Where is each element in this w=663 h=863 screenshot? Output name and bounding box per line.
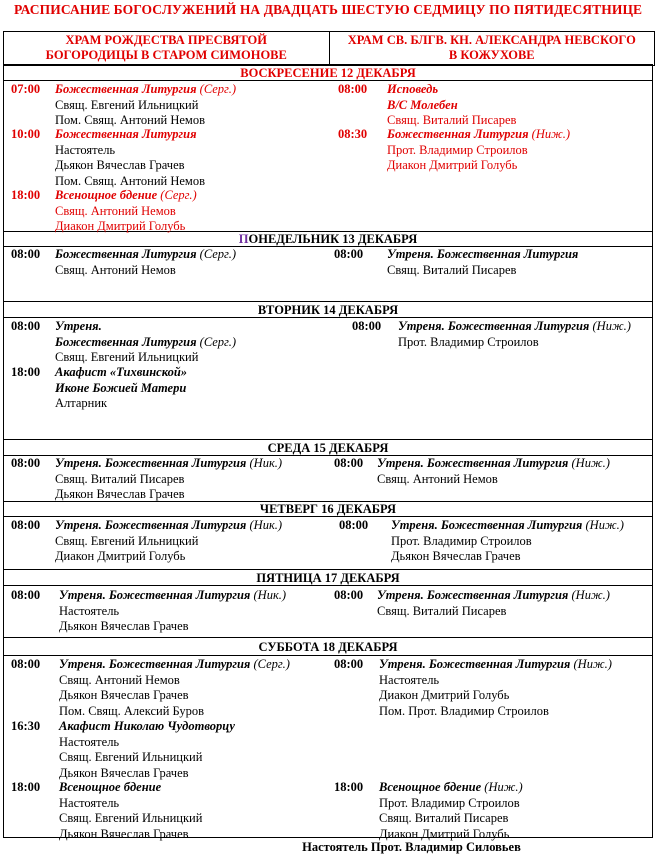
day-title-saturday: СУББОТА 18 ДЕКАБРЯ: [258, 640, 398, 654]
service-name: Исповедь: [387, 82, 439, 96]
person: Настоятель: [379, 672, 440, 687]
day-title-sunday: ВОСКРЕСЕНИЕ 12 ДЕКАБРЯ: [240, 66, 416, 80]
time: 08:00: [11, 518, 41, 532]
person: Настоятель: [55, 142, 116, 157]
time: 16:30: [11, 719, 41, 733]
service-entry: [379, 780, 523, 842]
time: 18:00: [334, 780, 364, 794]
service-entry: [59, 588, 286, 635]
service-note: (Ниж.): [484, 780, 523, 794]
service-name: Утреня. Божественная Литургия: [55, 518, 247, 532]
day-sunday: [3, 64, 653, 232]
person: Прот. Владимир Строилов: [379, 795, 520, 810]
person: Диакон Дмитрий Голубь: [55, 549, 186, 563]
service-name: Акафист Николаю Чудотворцу: [59, 719, 235, 733]
service-name: Утреня. Божественная Литургия: [398, 319, 590, 333]
service-name: Божественная Литургия: [387, 127, 529, 141]
person: Свящ. Евгений Ильницкий: [59, 750, 203, 764]
time: 07:00: [11, 82, 41, 96]
time: 08:00: [11, 657, 41, 671]
time: 08:00: [334, 657, 364, 671]
day-wednesday: [3, 440, 653, 502]
person: Диакон Дмитрий Голубь: [55, 219, 186, 233]
day-tuesday: [3, 302, 653, 440]
time: 08:00: [11, 588, 41, 602]
day-friday: [3, 570, 653, 638]
service-note: (Ниж.): [531, 127, 571, 141]
church-right-line2: В КОЖУХОВЕ: [448, 48, 535, 62]
day-thursday: [3, 502, 653, 570]
service-name: Акафист «Тихвинской»: [55, 365, 188, 379]
person: Дьякон Вячеслав Грачев: [59, 765, 189, 780]
service-entry: [55, 456, 282, 503]
church-left-header: [4, 32, 330, 65]
person: Пом. Прот. Владимир Строилов: [379, 703, 549, 718]
person: Свящ. Евгений Ильницкий: [55, 97, 199, 112]
service-name: Утреня.: [55, 319, 102, 333]
person: Дьякон Вячеслав Грачев: [59, 688, 189, 702]
service-entry: [59, 780, 202, 842]
church-left-line1: ХРАМ РОЖДЕСТВА ПРЕСВЯТОЙ: [65, 33, 267, 47]
service-note: (Ниж.): [585, 518, 624, 532]
person: Свящ. Виталий Писарев: [379, 811, 509, 825]
person: Пом. Свящ. Антоний Немов: [55, 113, 205, 127]
service-entry: [398, 319, 631, 350]
service-note: (Ниж.): [592, 319, 631, 333]
time: 08:30: [338, 127, 368, 141]
service-entry: [59, 657, 290, 719]
person: Свящ. Евгений Ильницкий: [55, 533, 199, 548]
service-name: Утреня. Божественная Литургия: [377, 588, 569, 602]
service-entry: [55, 319, 236, 366]
time: 18:00: [11, 780, 41, 794]
service-note: (Ниж.): [571, 588, 610, 602]
time: 08:00: [11, 247, 41, 261]
service-name: Утреня. Божественная Литургия: [387, 247, 579, 261]
time: 08:00: [338, 82, 368, 96]
person: Диакон Дмитрий Голубь: [379, 688, 510, 702]
time: 08:00: [11, 319, 41, 333]
person: Свящ. Евгений Ильницкий: [59, 811, 203, 825]
service-entry: [377, 456, 610, 487]
day-title-monday: ПОНЕДЕЛЬНИК 13 ДЕКАБРЯ: [238, 232, 418, 246]
service-name: Всенощное бдение: [55, 188, 158, 202]
service-note: (Серг.): [199, 247, 237, 261]
day-monday: [3, 232, 653, 302]
page-title: РАСПИСАНИЕ БОГОСЛУЖЕНИЙ НА ДВАДЦАТЬ ШЕСТУЮ СЕДМИЦУ ПО ПЯТИДЕСЯТНИЦЕ: [14, 2, 643, 17]
service-name: Утреня. Божественная Литургия: [55, 456, 247, 470]
service-entry: [55, 365, 187, 412]
time: 18:00: [11, 188, 41, 202]
person: Пом. Свящ. Антоний Немов: [55, 173, 205, 188]
person: Свящ. Антоний Немов: [55, 203, 176, 218]
time: 08:00: [334, 588, 364, 602]
service-entry: [59, 719, 235, 781]
person: Дьякон Вячеслав Грачев: [59, 826, 189, 841]
church-right-header: [330, 32, 655, 65]
service-note: (Ниж.): [573, 657, 612, 671]
person: Пом. Свящ. Алексий Буров: [59, 703, 205, 718]
service-name: Утреня. Божественная Литургия: [379, 657, 571, 671]
church-right-line1: ХРАМ СВ. БЛГВ. КН. АЛЕКСАНДРА НЕВСКОГО: [347, 33, 636, 47]
person: Настоятель: [59, 603, 120, 618]
service-name: Утреня. Божественная Литургия: [59, 588, 251, 602]
person: Свящ. Виталий Писарев: [387, 113, 517, 127]
service-name-2: В/С Молебен: [387, 97, 458, 112]
service-note: (Серг.): [160, 188, 197, 202]
person: Свящ. Виталий Писарев: [377, 603, 507, 618]
service-note: (Серг.): [199, 82, 237, 96]
person: Дьякон Вячеслав Грачев: [55, 158, 185, 172]
footer-signature: Настоятель Прот. Владимир Силовьев: [302, 840, 521, 854]
service-name-2: Божественная Литургия: [55, 334, 197, 349]
person: Свящ. Виталий Писарев: [55, 471, 185, 486]
service-entry: [55, 518, 282, 565]
time: 18:00: [11, 365, 41, 379]
service-name: Божественная Литургия: [55, 82, 197, 96]
service-entry: [377, 588, 610, 619]
person: Дьякон Вячеслав Грачев: [59, 619, 189, 633]
service-entry: [387, 127, 570, 174]
time: 08:00: [334, 247, 364, 261]
person: Прот. Владимир Строилов: [391, 533, 532, 548]
service-name: Утреня. Божественная Литургия: [391, 518, 583, 532]
service-note: (Ник.): [253, 588, 287, 602]
time: 08:00: [334, 456, 364, 470]
day-title-thursday: ЧЕТВЕРГ 16 ДЕКАБРЯ: [259, 502, 397, 516]
service-note: (Серг.): [253, 657, 290, 671]
day-title-tuesday: ВТОРНИК 14 ДЕКАБРЯ: [257, 303, 399, 317]
church-left-line2: БОГОРОДИЦЫ В СТАРОМ СИМОНОВЕ: [45, 48, 287, 62]
service-note: (Серг.): [199, 334, 237, 349]
time: 08:00: [352, 319, 382, 333]
person: Прот. Владимир Строилов: [387, 142, 528, 157]
person: Настоятель: [59, 734, 120, 749]
service-entry: [55, 247, 236, 278]
day-title-friday: ПЯТНИЦА 17 ДЕКАБРЯ: [256, 571, 400, 585]
service-name: Утреня. Божественная Литургия: [59, 657, 251, 671]
person: Дьякон Вячеслав Грачев: [55, 487, 185, 501]
service-note: (Ник.): [249, 518, 283, 532]
service-name: Утреня. Божественная Литургия: [377, 456, 569, 470]
person: Свящ. Виталий Писарев: [387, 262, 517, 277]
person: Прот. Владимир Строилов: [398, 334, 539, 349]
person: Свящ. Антоний Немов: [55, 262, 176, 277]
person: Свящ. Антоний Немов: [59, 672, 180, 687]
person: Диакон Дмитрий Голубь: [379, 826, 510, 841]
service-note: (Ник.): [249, 456, 283, 470]
person: Дьякон Вячеслав Грачев: [391, 549, 521, 563]
service-note: (Ниж.): [571, 456, 610, 470]
church-header: [3, 31, 655, 66]
person: Настоятель: [59, 795, 120, 810]
person: Свящ. Антоний Немов: [377, 471, 498, 486]
day-title-wednesday: СРЕДА 15 ДЕКАБРЯ: [267, 441, 389, 455]
service-name: Всенощное бдение: [59, 780, 162, 794]
time: 08:00: [11, 456, 41, 470]
service-entry: [387, 247, 578, 278]
time: 10:00: [11, 127, 41, 141]
person: Алтарник: [55, 396, 108, 410]
service-name: Божественная Литургия: [55, 247, 197, 261]
person: Диакон Дмитрий Голубь: [387, 158, 518, 172]
service-name: Божественная Литургия: [55, 127, 197, 141]
service-name-2: Иконе Божией Матери: [55, 380, 187, 395]
day-saturday: [3, 638, 653, 841]
service-entry: [391, 518, 624, 565]
service-entry: [55, 188, 197, 235]
service-name: Всенощное бдение: [379, 780, 482, 794]
service-entry: [55, 127, 205, 189]
service-entry: [387, 82, 516, 129]
time: 08:00: [339, 518, 369, 532]
service-entry: [379, 657, 612, 719]
person: Свящ. Евгений Ильницкий: [55, 350, 199, 364]
service-entry: [55, 82, 236, 129]
